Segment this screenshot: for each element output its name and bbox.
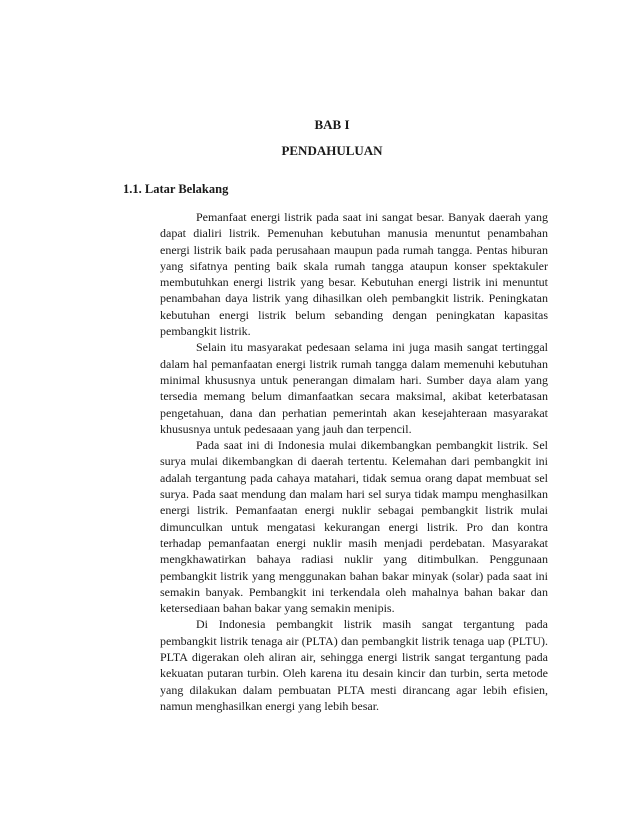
section-heading: 1.1. Latar Belakang (123, 182, 229, 196)
chapter-number: BAB I (314, 117, 350, 132)
paragraph: Pemanfaat energi listrik pada saat ini sangat besar. Banyak daerah yang dapat dialiri listrik. Pemenuhan kebutuhan manusia menuntut penambahan energi listrik baik pada perusahaan maupun pada rumah tangga. Pentas hiburan yang sifatnya penting baik skala rumah tangga ataupun konser spektakuler membutuhkan energi listrik yang besar. Kebutuhan energi listrik ini menuntut penambahan daya listrik yang dihasilkan oleh pembangkit listrik. Peningkatan kebutuhan energi listrik belum sebanding dengan peningkatan kapasitas pembangkit listrik. (160, 210, 548, 339)
paragraph: Selain itu masyarakat pedesaan selama ini juga masih sangat tertinggal dalam hal pemanfaatan energi listrik rumah tangga dalam memenuhi kebutuhan minimal khususnya untuk penerangan dimalam hari. Sumber daya alam yang tersedia memang belum dimanfaatkan secara maksimal, akibat keterbatasan pengetahuan, dana dan perhatian pemerintah akan kesejahteraan masyarakat khususnya untuk pedesaaan yang jauh dan terpencil. (160, 340, 548, 436)
chapter-title: PENDAHULUAN (281, 143, 383, 158)
paragraph: Pada saat ini di Indonesia mulai dikembangkan pembangkit listrik. Sel surya mulai dikembangkan di daerah tertentu. Kelemahan dari pembangkit ini adalah tergantung pada cahaya matahari, tidak semua orang dapat membuat sel surya. Pada saat mendung dan malam hari sel surya tidak mampu menghasilkan energi listrik. Pemanfaatan energi nuklir sebagai pembangkit listrik mulai dimunculkan untuk mengatasi kekurangan energi listrik. Pro dan kontra terhadap pemanfaatan energi nuklir masih menjadi perdebatan. Masyarakat mengkhawatirkan bahaya radiasi nuklir yang ditimbulkan. Penggunaan pembangkit listrik yang menggunakan bahan bakar minyak (solar) pada saat ini semakin banyak. Pembangkit ini terkendala oleh mahalnya bahan bakar dan ketersediaan bahan bakar yang semakin menipis. (160, 438, 548, 616)
body-text (160, 209, 548, 714)
paragraph: Di Indonesia pembangkit listrik masih sangat tergantung pada pembangkit listrik tenaga air (PLTA) dan pembangkit listrik tenaga uap (PLTU). PLTA digerakan oleh aliran air, sehingga energi listrik sangat tergantung pada kekuatan putaran turbin. Oleh karena itu desain kincir dan turbin, serta metode yang dilakukan dalam pembuatan PLTA mesti dirancang agar lebih efisien, namun menghasilkan energi yang lebih besar. (160, 617, 548, 713)
